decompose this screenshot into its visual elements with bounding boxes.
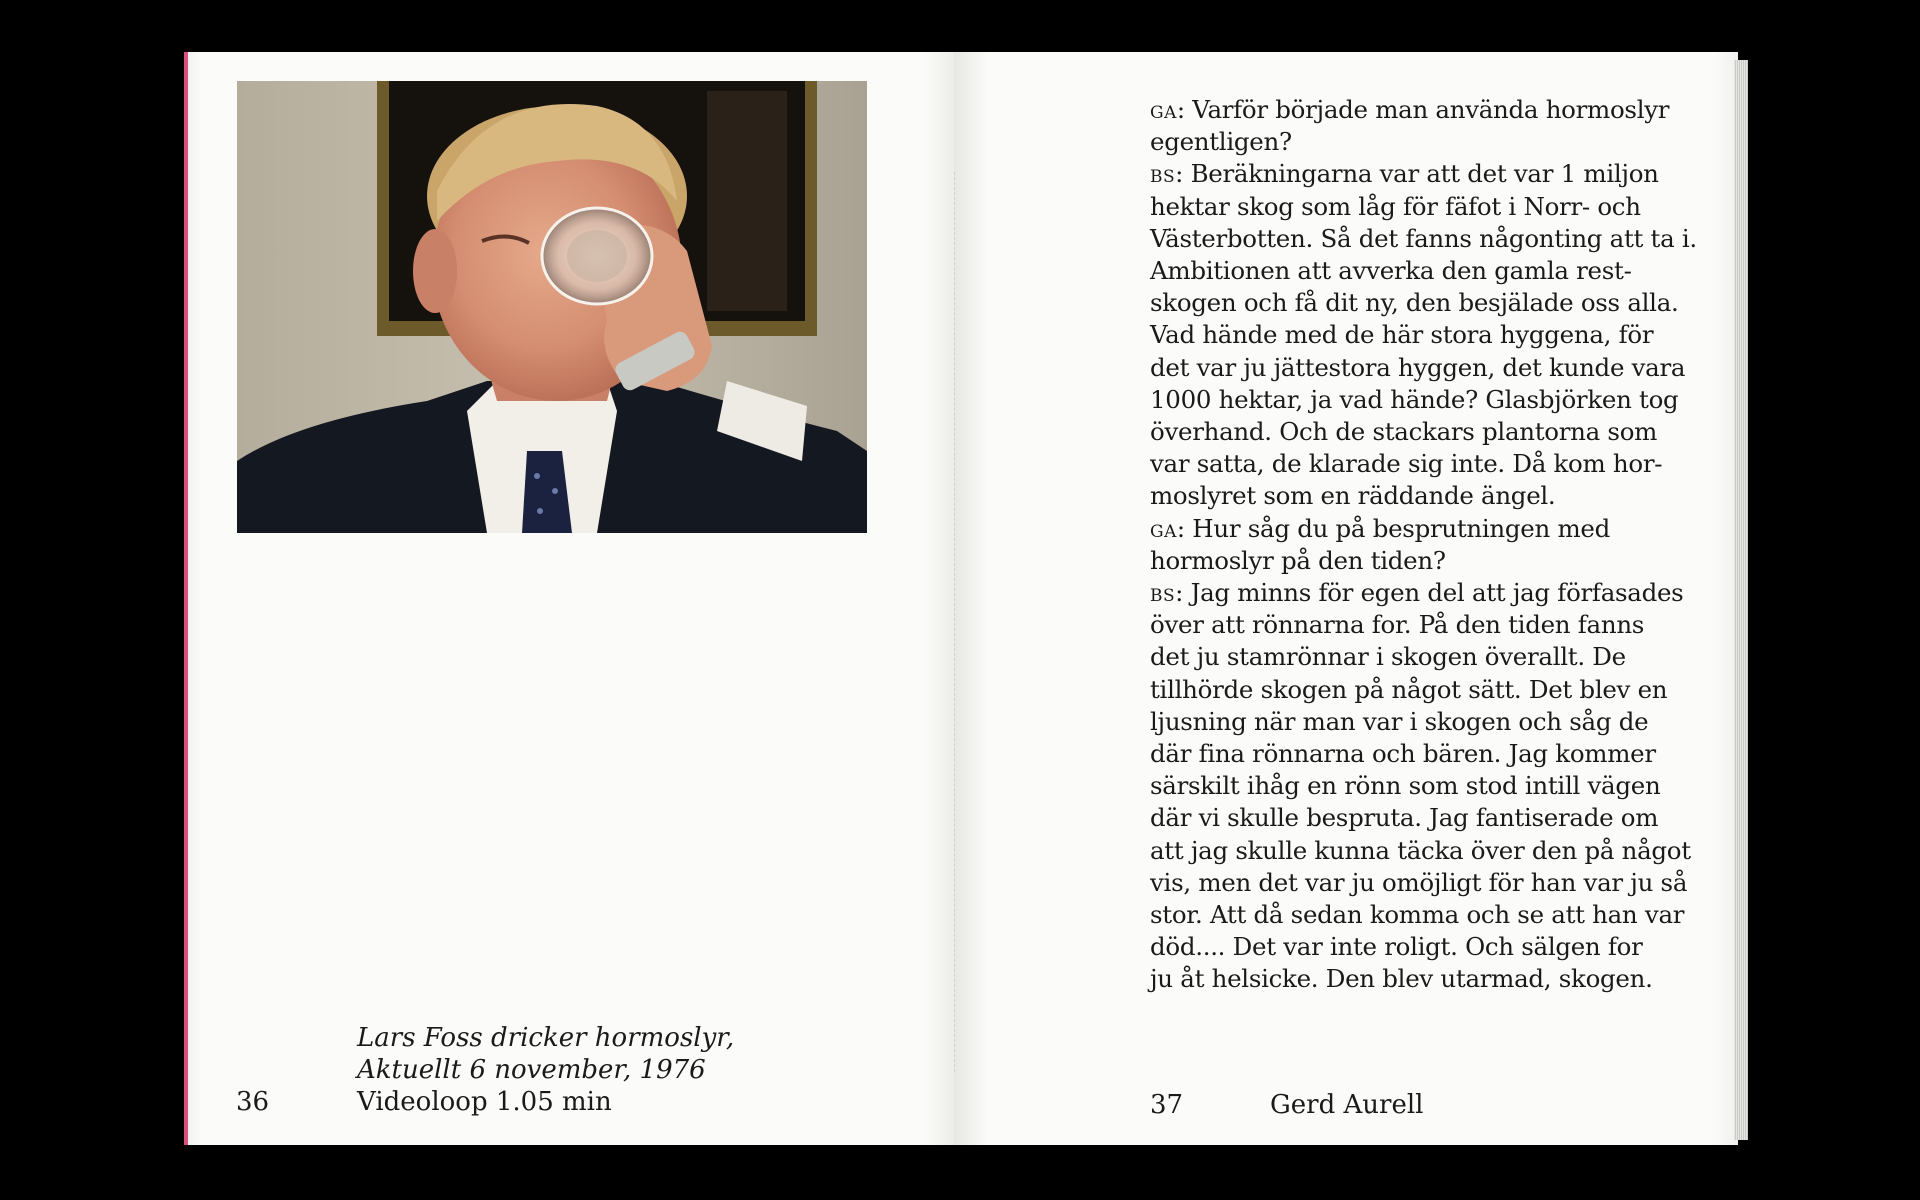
caption-source: Aktuellt 6 november, 1976	[357, 1055, 706, 1085]
line-text: Vad hände med de här stora hyggena, för	[1150, 320, 1654, 350]
line-text: egentligen?	[1150, 127, 1292, 157]
page-number-right: 37	[1150, 1090, 1184, 1120]
open-book	[184, 52, 1738, 1145]
speaker-initials: bs	[1150, 159, 1176, 189]
line-text: : Hur såg du på besprutningen med	[1176, 513, 1610, 543]
text-line	[1150, 706, 1710, 738]
text-line	[1150, 963, 1710, 995]
speaker-initials: ga	[1150, 95, 1177, 124]
line-text: död.... Det var inte roligt. Och sälgen for	[1150, 932, 1643, 962]
photo-caption	[357, 1022, 734, 1118]
line-text: där fina rönnarna och bären. Jag kommer	[1150, 739, 1656, 769]
line-text: ljusning när man var i skogen och såg de	[1150, 706, 1649, 736]
text-line	[1150, 899, 1710, 931]
interview-text	[1150, 94, 1710, 996]
photo-illustration	[237, 81, 867, 533]
text-line	[1150, 738, 1710, 770]
text-line	[1150, 802, 1710, 834]
interview-paragraph	[1150, 577, 1710, 996]
text-line	[1150, 94, 1710, 126]
line-text: moslyret som en räddande ängel.	[1150, 481, 1556, 511]
left-page	[184, 52, 954, 1145]
gutter	[954, 172, 956, 1072]
line-text: hektar skog som låg för fäfot i Norr- och	[1150, 191, 1641, 221]
interview-paragraph	[1150, 158, 1710, 512]
line-text: överhand. Och de stackars plantorna som	[1150, 417, 1658, 447]
text-line	[1150, 609, 1710, 641]
running-head-author: Gerd Aurell	[1270, 1090, 1424, 1120]
line-text: över att rönnarna for. På den tiden fanns	[1150, 610, 1645, 640]
line-text: tillhörde skogen på något sätt. Det blev en	[1150, 674, 1668, 704]
caption-format: Videoloop 1.05 min	[357, 1087, 612, 1117]
text-line	[1150, 223, 1710, 255]
text-line	[1150, 480, 1710, 512]
line-text: Ambitionen att avverka den gamla rest-	[1150, 256, 1632, 286]
text-line	[1150, 867, 1710, 899]
line-text: var satta, de klarade sig inte. Då kom hor-	[1150, 449, 1663, 479]
line-text: stor. Att då sedan komma och se att han var	[1150, 900, 1685, 930]
text-line	[1150, 931, 1710, 963]
speaker-initials: ga	[1150, 513, 1177, 543]
line-text: där vi skulle bespruta. Jag fantiserade om	[1150, 803, 1659, 833]
text-line	[1150, 770, 1710, 802]
text-line	[1150, 158, 1710, 190]
text-line	[1150, 384, 1710, 416]
text-line	[1150, 255, 1710, 287]
line-text: det ju stamrönnar i skogen överallt. De	[1150, 642, 1626, 672]
page-edges	[1734, 60, 1748, 1140]
caption-title: Lars Foss dricker hormoslyr,	[357, 1023, 735, 1053]
line-text: det var ju jättestora hyggen, det kunde vara	[1150, 352, 1686, 382]
line-text: att jag skulle kunna täcka över den på något	[1150, 835, 1691, 865]
text-line	[1150, 577, 1710, 609]
line-text: skogen och få dit ny, den besjälade oss alla.	[1150, 288, 1679, 318]
text-line	[1150, 191, 1710, 223]
line-text: : Varför började man använda hormoslyr	[1176, 95, 1670, 124]
interview-paragraph	[1150, 513, 1710, 577]
text-line	[1150, 126, 1710, 158]
text-line	[1150, 545, 1710, 577]
text-line	[1150, 674, 1710, 706]
line-text: särskilt ihåg en rönn som stod intill vägen	[1150, 771, 1661, 801]
text-line	[1150, 287, 1710, 319]
text-line	[1150, 641, 1710, 673]
text-line	[1150, 835, 1710, 867]
line-text: : Beräkningarna var att det var 1 miljon	[1175, 159, 1659, 189]
line-text: Västerbotten. Så det fanns någonting att ta i.	[1150, 223, 1697, 253]
photo-man-drinking	[237, 81, 867, 533]
speaker-initials: bs	[1150, 578, 1176, 608]
page-number-left: 36	[236, 1087, 270, 1117]
line-text: vis, men det var ju omöjligt för han var ju så	[1150, 867, 1688, 897]
text-line	[1150, 319, 1710, 351]
line-text: : Jag minns för egen del att jag förfasades	[1175, 578, 1684, 608]
text-line	[1150, 416, 1710, 448]
line-text: hormoslyr på den tiden?	[1150, 545, 1446, 575]
text-line	[1150, 513, 1710, 545]
text-line	[1150, 352, 1710, 384]
interview-paragraph	[1150, 94, 1710, 158]
line-text: 1000 hektar, ja vad hände? Glasbjörken tog	[1150, 384, 1679, 414]
text-line	[1150, 448, 1710, 480]
line-text: ju åt helsicke. Den blev utarmad, skogen.	[1150, 964, 1653, 994]
